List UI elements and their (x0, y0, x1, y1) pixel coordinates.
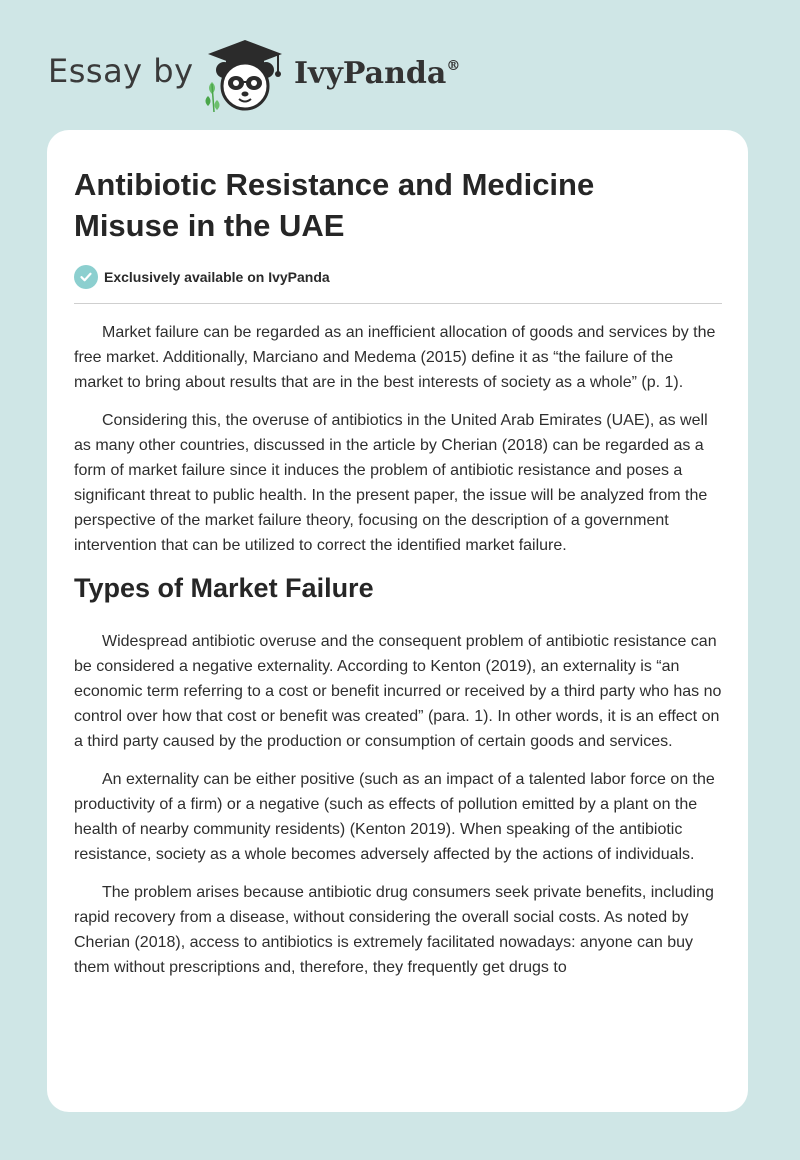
section-heading: Types of Market Failure (74, 573, 374, 603)
page-title: Antibiotic Resistance and Medicine Misuse in the UAE (74, 167, 595, 243)
badge-label: Exclusively available on IvyPanda (104, 269, 330, 285)
divider (74, 303, 722, 304)
check-icon (74, 265, 98, 289)
paragraph: An externality can be either positive (such as an impact of a talented labor force on the productivity of a firm) or a negative (such as effects of pollution emitted by a plant on the health of nearby community residents) (Kenton 2019). When speaking of the antibiotic resistance, society as a whole becomes adversely affected by the actions of individuals. (74, 771, 715, 863)
essay-by-label: Essay by (48, 52, 194, 90)
site-header (48, 34, 748, 114)
paragraph: Market failure can be regarded as an inefficient allocation of goods and services by the free market. Additionally, Marciano and Medema (2015) define it as “the failure of the market to bring about results that are in the best interests of society as a whole” (p. 1). (74, 324, 716, 391)
brand-name[interactable] (294, 56, 460, 91)
paragraph: Considering this, the overuse of antibiotics in the United Arab Emirates (UAE), as well as many other countries, discussed in the article by Cherian (2018) can be regarded as a form of market failure since it induces the problem of antibiotic resistance and poses a significant threat to public health. In the present paper, the issue will be analyzed from the perspective of the market failure theory, focusing on the description of a government intervention that can be utilized to correct the identified market failure. (74, 412, 708, 554)
panda-logo-icon[interactable] (202, 36, 288, 112)
paragraph: Widespread antibiotic overuse and the consequent problem of antibiotic resistance can be considered a negative externality. According to Kenton (2019), an externality is “an economic term referring to a cost or benefit incurred or received by a third party who has no control over how that cost or benefit was created” (para. 1). In other words, it is an effect on a third party caused by the production or consumption of certain goods and services. (74, 633, 722, 750)
paragraph: The problem arises because antibiotic drug consumers seek private benefits, including rapid recovery from a disease, without considering the overall social costs. As noted by Cherian (2018), access to antibiotics is extremely facilitated nowadays: anyone can buy them without prescriptions and, therefore, they frequently get drugs to (74, 884, 714, 976)
registered-mark: ® (446, 58, 461, 74)
exclusive-badge (74, 264, 330, 290)
brand-text[interactable]: IvyPanda (294, 56, 447, 91)
essay-card (47, 130, 748, 1112)
essay-body (74, 320, 724, 993)
